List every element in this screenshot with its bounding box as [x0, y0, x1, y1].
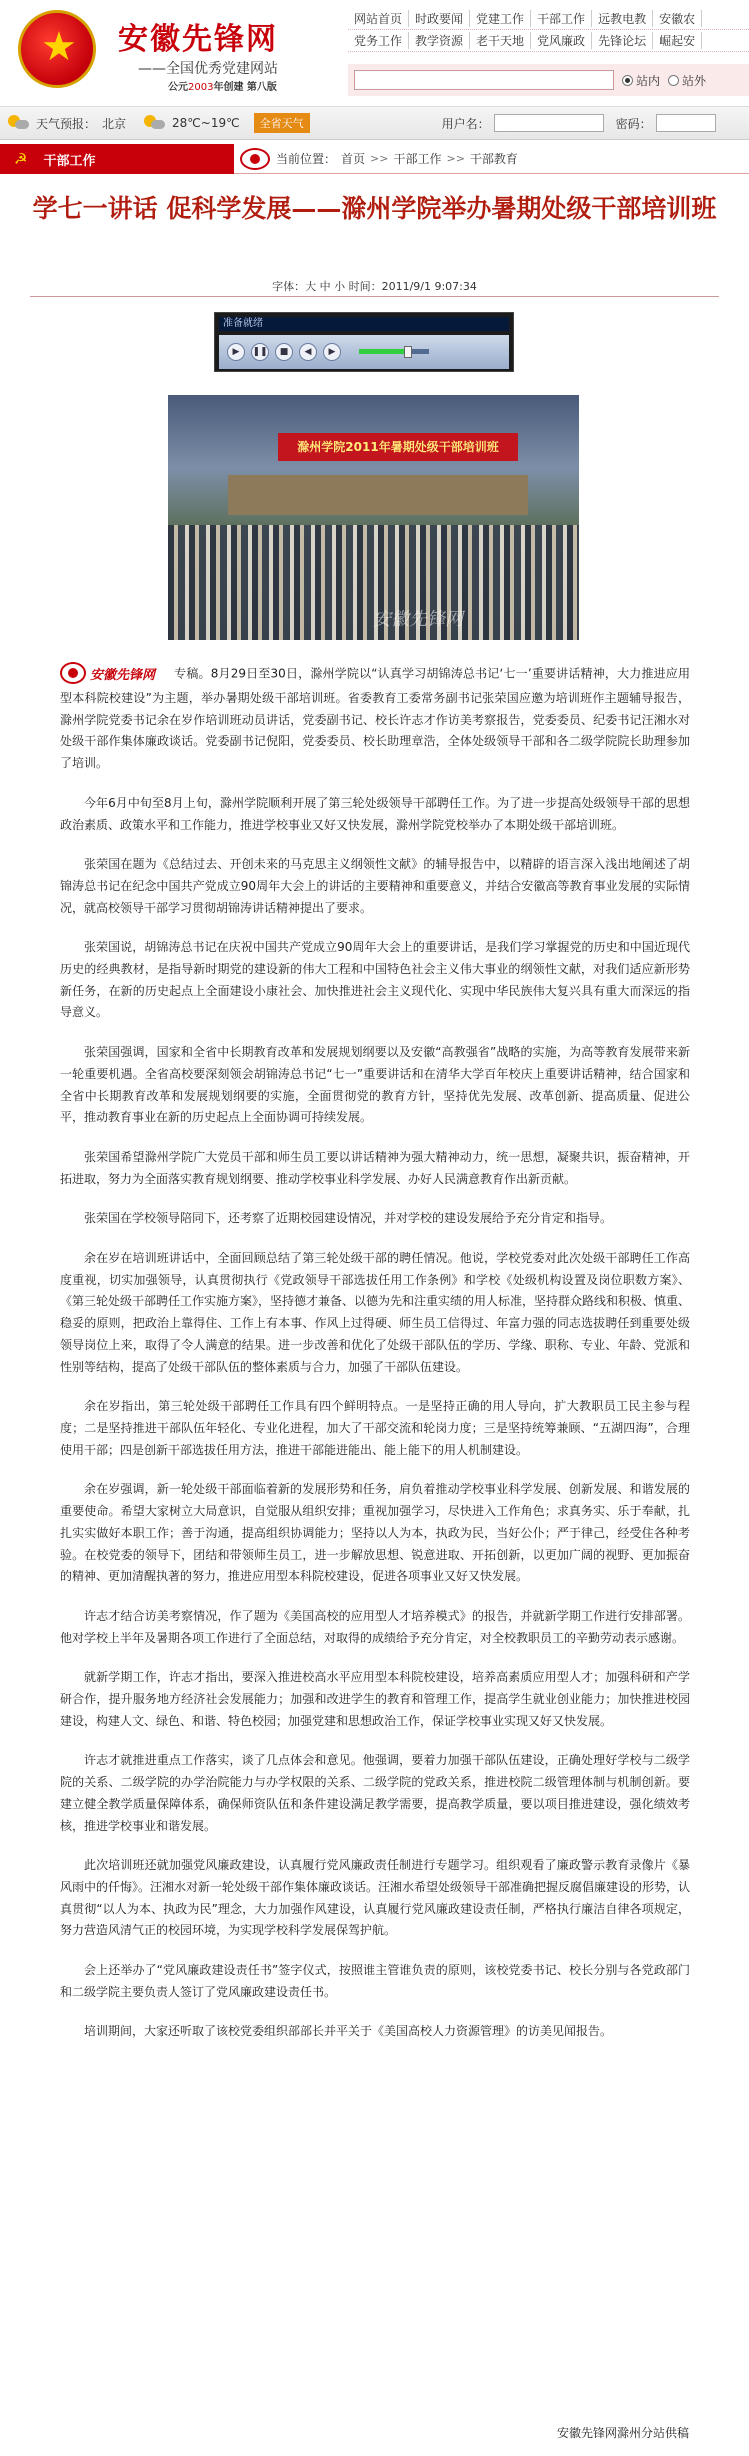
player-status: 准备就绪 — [219, 317, 509, 331]
paragraph: 会上还举办了“党风廉政建设责任书”签字仪式，按照谁主管谁负责的原则，该校党委书记、校长分别与各党政部门和二级学院主要负责人签订了党风廉政建设责任书。 — [60, 1963, 690, 1999]
weather-label: 天气预报： — [36, 116, 97, 131]
photo-banner: 滁州学院2011年暑期处级干部培训班 — [278, 433, 518, 461]
breadcrumb-cadre-education[interactable]: 干部教育 — [469, 152, 518, 166]
password-label: 密码： — [615, 116, 652, 131]
nav-distance-education[interactable]: 远教电教 — [592, 10, 653, 27]
photo-watermark: 安徽先锋网 — [373, 609, 463, 630]
nav-party-building[interactable]: 党建工作 — [470, 10, 531, 27]
divider — [30, 296, 719, 297]
paragraph: 今年6月中旬至8月上旬，滁州学院顺利开展了第三轮处级领导干部聘任工作。为了进一步提高处级领导干部的思想政治素质、政策水平和工作能力，推进学校事业又好又快发展，滁州学院党校举办了本期处级干部培训班。 — [60, 795, 690, 832]
province-weather-button[interactable]: 全省天气 — [254, 113, 310, 133]
play-button[interactable]: ▶ — [227, 343, 245, 361]
search-input[interactable] — [354, 70, 614, 90]
top-navigation — [348, 8, 749, 52]
paragraph: 余在岁强调，新一轮处级干部面临着新的发展形势和任务，肩负着推动学校事业科学发展、创新发展、和谐发展的重要使命。希望大家树立大局意识，自觉服从组织安排；重视加强学习，尽快进入工作角色；求真务实、乐于奉献，扎扎实实做好本职工作；善于沟通，提高组织协调能力；坚持以人为本，执政为民，当好公仆；严于律己，经受住各种考验。在校党委的领导下，团结和带领师生员工，进一步解放思想、锐意进取、开拓创新，以更加广阔的视野、更加振奋的精神、更加清醒执著的努力，推进应用型本科院校建设，促进各项事业又好又快发展。 — [60, 1482, 690, 1584]
article-title: 学七一讲话 促科学发展——滁州学院举办暑期处级干部培训班 — [32, 194, 717, 223]
source-logo: 安徽先锋网 — [60, 660, 172, 688]
paragraph: 张荣国在题为《总结过去、开创未来的马克思主义纲领性文献》的辅导报告中，以精辟的语言深入浅出地阐述了胡锦涛总书记在纪念中国共产党成立90周年大会上的讲话的主要精神和重要意义，并结合安徽高等教育事业发展的实际情况，就高校领导干部学习贯彻胡锦涛讲话精神提出了要求。 — [60, 857, 690, 915]
audio-player — [214, 312, 514, 372]
paragraph: 就新学期工作，许志才指出，要深入推进校高水平应用型本科院校建设，培养高素质应用型人才；加强科研和产学研合作，提升服务地方经济社会发展能力；加强和改进学生的教育和管理工作，提高学生就业创业能力；加快推进校园建设，构建人文、绿色、和谐、特色校园；加强党建和思想政治工作，保证学校事业实现又好又快发展。 — [60, 1670, 690, 1728]
paragraph: 张荣国说，胡锦涛总书记在庆祝中国共产党成立90周年大会上的重要讲话，是我们学习掌握党的历史和中国近现代历史的经典教材，是指导新时期党的建设新的伟大工程和中国特色社会主义伟大事业的纲领性文献，对我们适应新形势新任务，在新的历史起点上全面建设小康社会、加快推进社会主义现代化、实现中华民族伟大复兴具有重大而深远的指导意义。 — [60, 940, 690, 1020]
volume-level — [359, 349, 408, 354]
weather-temperature: 28℃~19℃ — [172, 116, 240, 130]
site-name: 安徽先锋网 — [118, 22, 278, 57]
previous-button[interactable]: ◀ — [299, 343, 317, 361]
nav-rise-anhui[interactable]: 崛起安 — [653, 32, 702, 49]
article-photo — [168, 395, 579, 640]
breadcrumb-separator: >> — [446, 152, 465, 165]
paragraph: 余在岁在培训班讲话中，全面回顾总结了第三轮处级干部的聘任情况。他说，学校党委对此次处级干部聘任工作高度重视，切实加强领导，认真贯彻执行《党政领导干部选拔任用工作条例》和学校《处级机构设置及岗位职数方案》、《第三轮处级干部聘任工作实施方案》，坚持德才兼备、以德为先和注重实绩的用人标准，坚持群众路线和积极、慎重、稳妥的原则，把政治上靠得住、工作上有本事、作风上过得硬、师生员工信得过、年富力强的同志选拔聘任到重要处级领导岗位上来，取得了令人满意的结果。进一步改善和优化了处级干部队伍的学历、学缘、职称、专业、年龄、党派和性别等结构，提高了处级干部队伍的整体素质与合力，加强了干部队伍建设。 — [60, 1251, 691, 1374]
site-award: 公元2003年创建 第八版 — [168, 82, 277, 93]
paragraph: 培训期间，大家还听取了该校党委组织部部长并平关于《美国高校人力资源管理》的访美见闻报告。 — [84, 2024, 613, 2039]
radio-selected-icon — [622, 75, 633, 86]
partly-cloudy-icon — [144, 115, 166, 131]
article-meta: 字体：大 中 小 时间：2011/9/1 9:07:34 — [272, 280, 477, 293]
volume-slider[interactable] — [359, 349, 429, 354]
search-scope-internal[interactable]: 站内 — [622, 72, 660, 89]
site-logo[interactable] — [18, 10, 348, 96]
breadcrumb-cadre-work[interactable]: 干部工作 — [393, 152, 442, 166]
search-scope-external[interactable]: 站外 — [668, 72, 706, 89]
next-button[interactable]: ▶ — [323, 343, 341, 361]
paragraph: 张荣国希望滁州学院广大党员干部和师生员工要以讲话精神为强大精神动力，统一思想，凝聚共识，振奋精神，开拓进取，努力为全面落实教育规划纲要、推动学校事业科学发展、办好人民满意教育作出新贡献。 — [60, 1149, 690, 1186]
weather-login-bar — [0, 106, 749, 140]
breadcrumb — [234, 144, 749, 174]
search-bar — [348, 64, 749, 96]
party-flag-icon: ☭ — [14, 150, 28, 168]
nav-cadre-work[interactable]: 干部工作 — [531, 10, 592, 27]
site-header — [0, 0, 749, 102]
site-emblem-icon — [240, 148, 270, 170]
nav-party-affairs[interactable]: 党务工作 — [348, 32, 409, 49]
paragraph: 余在岁指出，第三轮处级干部聘任工作具有四个鲜明特点。一是坚持正确的用人导向，扩大教职员工民主参与程度；二是坚持推进干部队伍年轻化、专业化进程，加大了干部交流和轮岗力度；三是坚持统筹兼顾、“五湖四海”，合理使用干部；四是创新干部选拔任用方法，推进干部能进能出、能上能下的用人机制建设。 — [60, 1399, 690, 1457]
nav-row-2 — [348, 30, 749, 52]
nav-news[interactable]: 时政要闻 — [409, 10, 470, 27]
location-label: 当前位置： — [276, 152, 337, 166]
paragraph: 许志才就推进重点工作落实，谈了几点体会和意见。他强调，要着力加强干部队伍建设，正确处理好学校与二级学院的关系、二级学院的办学治院能力与办学权限的关系、二级学院的党政关系，推进校院二级管理体制与机制创新。要建立健全教学质量保障体系，确保师资队伍和条件建设满足教学需要，提高教学质量，要以项目推进建设，强化绩效考核，推进学校事业和谐发展。 — [60, 1753, 690, 1833]
article-body — [60, 660, 690, 2061]
breadcrumb-home[interactable]: 首页 — [341, 152, 366, 166]
nav-home[interactable]: 网站首页 — [348, 10, 409, 27]
section-title: 干部工作 — [43, 153, 96, 169]
site-subtitle: ——全国优秀党建网站 — [138, 61, 278, 77]
nav-veteran-cadres[interactable]: 老干天地 — [470, 32, 531, 49]
paragraph: 张荣国在学校领导陪同下，还考察了近期校园建设情况，并对学校的建设发展给予充分肯定和指导。 — [84, 1211, 613, 1226]
site-emblem-icon — [60, 662, 86, 684]
weather-city: 北京 — [102, 116, 127, 131]
player-controls — [219, 335, 509, 369]
article-signoff: 安徽先锋网滁州分站供稿 — [556, 2426, 689, 2440]
nav-anhui-rural[interactable]: 安徽农 — [653, 10, 702, 27]
paragraph: 许志才结合访美考察情况，作了题为《美国高校的应用型人才培养模式》的报告，并就新学期工作进行安排部署。他对学校上半年及暑期各项工作进行了全面总结，对取得的成绩给予充分肯定，对全校教职员工的辛勤劳动表示感谢。 — [60, 1608, 690, 1645]
photo-stage — [228, 475, 528, 515]
nav-forum[interactable]: 先锋论坛 — [592, 32, 653, 49]
pause-button[interactable]: ❚❚ — [251, 343, 269, 361]
paragraph: 此次培训班还就加强党风廉政建设，认真履行党风廉政责任制进行专题学习。组织观看了廉政警示教育录像片《暴风雨中的仟悔》。汪湘水对新一轮处级干部作集体廉政谈话。汪湘水希望处级领导干部准确把握反腐倡廉建设的形势，认真贯彻“以人为本、执政为民”理念，大力加强作风建设，认真履行党风廉政建设责任制，严格执行廉洁自律各项规定，努力营造风清气正的校园环境，为实现学校科学发展保驾护航。 — [60, 1858, 691, 1938]
volume-handle[interactable] — [404, 346, 412, 358]
paragraph: 安徽先锋网 专稿。8月29日至30日，滁州学院以“认真学习胡锦涛总书记‘七一’重要讲话精神，大力推进应用型本科院校建设”为主题，举办暑期处级干部培训班。省委教育工委常务副书记张荣国应邀为培训班作主题辅导报告，滁州学院党委书记余在岁作培训班动员讲话，党委副书记、校长许志才作访美考察报告，党委委员、纪委书记汪湘水对处级干部作集体廉政谈话。党委副书记倪阳，党委委员、校长助理章浩，全体处级领导干部和各二级学院院长助理参加了培训。 — [60, 660, 690, 775]
section-bar — [0, 144, 749, 174]
username-label: 用户名： — [441, 116, 490, 131]
password-field[interactable] — [656, 114, 716, 132]
stop-button[interactable]: ■ — [275, 343, 293, 361]
party-emblem-icon: ★ — [18, 10, 96, 88]
nav-row-1 — [348, 8, 749, 30]
radio-icon — [668, 75, 679, 86]
nav-clean-government[interactable]: 党风廉政 — [531, 32, 592, 49]
weather-icon — [8, 115, 30, 131]
paragraph: 张荣国强调，国家和全省中长期教育改革和发展规划纲要以及安徽“高教强省”战略的实施，为高等教育发展带来新一轮重要机遇。全省高校要深刻领会胡锦涛总书记“七一”重要讲话和在清华大学百年校庆上重要讲话精神，结合国家和全省中长期教育改革和发展规划纲要的实施，全面贯彻党的教育方针，坚持优先发展、改革创新、提高质量、促进公平，推动教育事业在新的历史起点上全面协调可持续发展。 — [60, 1045, 690, 1125]
nav-teaching-resources[interactable]: 教学资源 — [409, 32, 470, 49]
section-title-bar — [0, 144, 234, 174]
username-field[interactable] — [494, 114, 604, 132]
breadcrumb-separator: >> — [370, 152, 389, 165]
